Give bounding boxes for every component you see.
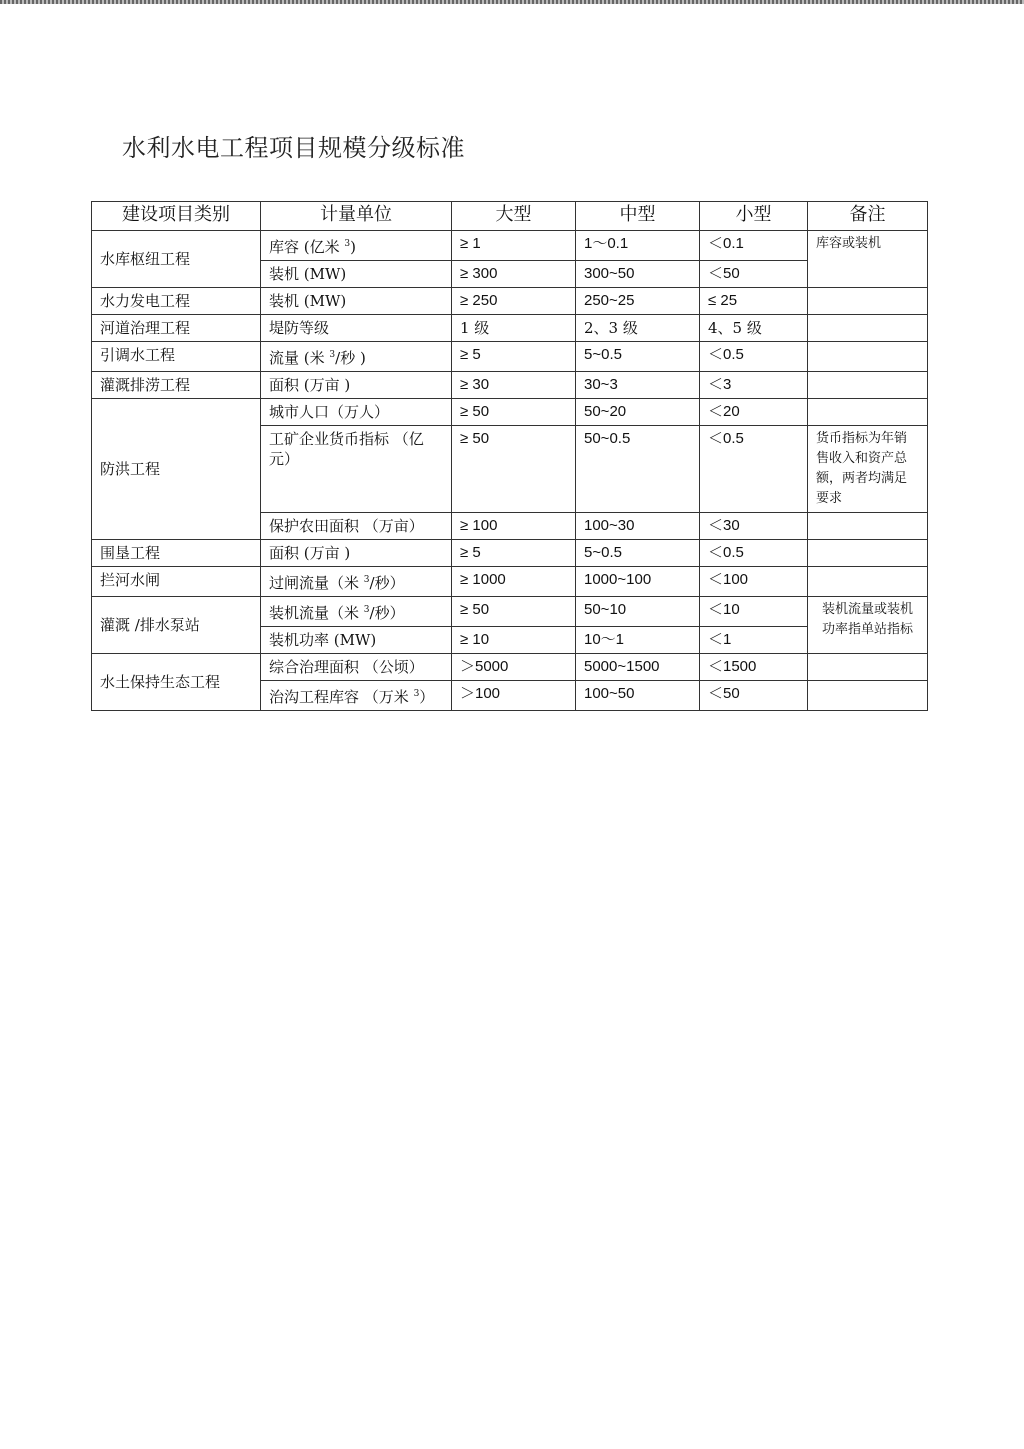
unit-cell: 装机 (MW) bbox=[261, 288, 452, 315]
large-cell: 1 级 bbox=[452, 315, 576, 342]
note-cell: 库容或装机 bbox=[808, 231, 928, 288]
small-cell: ≤ 25 bbox=[700, 288, 808, 315]
medium-cell: 5000~1500 bbox=[576, 654, 700, 681]
medium-cell: 300~50 bbox=[576, 261, 700, 288]
category-cell: 灌溉排涝工程 bbox=[92, 372, 261, 399]
large-cell: ≥ 50 bbox=[452, 399, 576, 426]
unit-cell: 工矿企业货币指标 （亿元） bbox=[261, 426, 452, 513]
unit-cell: 堤防等级 bbox=[261, 315, 452, 342]
top-rule bbox=[0, 0, 1024, 4]
category-cell: 拦河水闸 bbox=[92, 567, 261, 597]
unit-cell: 装机流量（米 $^3$/秒） bbox=[261, 597, 452, 627]
note-cell bbox=[808, 315, 928, 342]
category-cell: 灌溉 /排水泵站 bbox=[92, 597, 261, 654]
header-category: 建设项目类别 bbox=[92, 202, 261, 231]
medium-cell: 1000~100 bbox=[576, 567, 700, 597]
table-row bbox=[92, 372, 928, 399]
large-cell: ＞5000 bbox=[452, 654, 576, 681]
unit-cell: 城市人口（万人） bbox=[261, 399, 452, 426]
medium-cell: 5~0.5 bbox=[576, 342, 700, 372]
medium-cell: 100~30 bbox=[576, 513, 700, 540]
table-row bbox=[92, 654, 928, 681]
header-medium: 中型 bbox=[576, 202, 700, 231]
note-cell: 货币指标为年销售收入和资产总额，两者均满足要求 bbox=[808, 426, 928, 513]
note-cell bbox=[808, 372, 928, 399]
note-cell bbox=[808, 681, 928, 711]
medium-cell: 30~3 bbox=[576, 372, 700, 399]
header-small: 小型 bbox=[700, 202, 808, 231]
medium-cell: 50~20 bbox=[576, 399, 700, 426]
large-cell: ≥ 1000 bbox=[452, 567, 576, 597]
small-cell: ＜0.1 bbox=[700, 231, 808, 261]
table-row bbox=[92, 567, 928, 597]
unit-cell: 装机 (MW) bbox=[261, 261, 452, 288]
category-cell: 防洪工程 bbox=[92, 399, 261, 540]
category-cell: 围垦工程 bbox=[92, 540, 261, 567]
large-cell: ≥ 100 bbox=[452, 513, 576, 540]
large-cell: ≥ 30 bbox=[452, 372, 576, 399]
category-cell: 水库枢纽工程 bbox=[92, 231, 261, 288]
table-row bbox=[92, 231, 928, 261]
header-note: 备注 bbox=[808, 202, 928, 231]
large-cell: ≥ 300 bbox=[452, 261, 576, 288]
table-row bbox=[92, 540, 928, 567]
note-cell bbox=[808, 288, 928, 315]
table-row bbox=[92, 315, 928, 342]
large-cell: ≥ 50 bbox=[452, 426, 576, 513]
medium-cell: 50~0.5 bbox=[576, 426, 700, 513]
header-unit: 计量单位 bbox=[261, 202, 452, 231]
small-cell: 4、5 级 bbox=[700, 315, 808, 342]
large-cell: ≥ 5 bbox=[452, 342, 576, 372]
unit-cell: 保护农田面积 （万亩） bbox=[261, 513, 452, 540]
large-cell: ≥ 50 bbox=[452, 597, 576, 627]
note-cell bbox=[808, 654, 928, 681]
unit-cell: 过闸流量（米 $^3$/秒） bbox=[261, 567, 452, 597]
medium-cell: 5~0.5 bbox=[576, 540, 700, 567]
large-cell: ≥ 5 bbox=[452, 540, 576, 567]
small-cell: ＜0.5 bbox=[700, 426, 808, 513]
table-row bbox=[92, 342, 928, 372]
table-row bbox=[92, 597, 928, 627]
scale-classification-table bbox=[91, 201, 928, 711]
medium-cell: 100~50 bbox=[576, 681, 700, 711]
category-cell: 引调水工程 bbox=[92, 342, 261, 372]
category-cell: 水土保持生态工程 bbox=[92, 654, 261, 711]
large-cell: ≥ 10 bbox=[452, 627, 576, 654]
document-title: 水利水电工程项目规模分级标准 bbox=[122, 134, 465, 162]
medium-cell: 10～1 bbox=[576, 627, 700, 654]
header-large: 大型 bbox=[452, 202, 576, 231]
medium-cell: 2、3 级 bbox=[576, 315, 700, 342]
category-cell: 水力发电工程 bbox=[92, 288, 261, 315]
medium-cell: 50~10 bbox=[576, 597, 700, 627]
unit-cell: 治沟工程库容 （万米 $^3$） bbox=[261, 681, 452, 711]
unit-cell: 装机功率 (MW) bbox=[261, 627, 452, 654]
category-cell: 河道治理工程 bbox=[92, 315, 261, 342]
large-cell: ＞100 bbox=[452, 681, 576, 711]
header-row bbox=[92, 202, 928, 231]
unit-cell: 综合治理面积 （公顷） bbox=[261, 654, 452, 681]
small-cell: ＜0.5 bbox=[700, 540, 808, 567]
small-cell: ＜30 bbox=[700, 513, 808, 540]
small-cell: ＜0.5 bbox=[700, 342, 808, 372]
small-cell: ＜50 bbox=[700, 681, 808, 711]
small-cell: ＜3 bbox=[700, 372, 808, 399]
unit-cell: 库容 (亿米 $^3$) bbox=[261, 231, 452, 261]
small-cell: ＜10 bbox=[700, 597, 808, 627]
note-cell bbox=[808, 399, 928, 426]
note-cell bbox=[808, 567, 928, 597]
large-cell: ≥ 1 bbox=[452, 231, 576, 261]
unit-cell: 流量 (米 $^3$/秒 ) bbox=[261, 342, 452, 372]
note-cell: 装机流量或装机功率指单站指标 bbox=[808, 597, 928, 654]
small-cell: ＜1500 bbox=[700, 654, 808, 681]
medium-cell: 250~25 bbox=[576, 288, 700, 315]
unit-cell: 面积 (万亩 ) bbox=[261, 540, 452, 567]
table-row bbox=[92, 399, 928, 426]
unit-cell: 面积 (万亩 ) bbox=[261, 372, 452, 399]
note-cell bbox=[808, 513, 928, 540]
medium-cell: 1～0.1 bbox=[576, 231, 700, 261]
small-cell: ＜1 bbox=[700, 627, 808, 654]
large-cell: ≥ 250 bbox=[452, 288, 576, 315]
note-cell bbox=[808, 540, 928, 567]
small-cell: ＜100 bbox=[700, 567, 808, 597]
small-cell: ＜20 bbox=[700, 399, 808, 426]
note-cell bbox=[808, 342, 928, 372]
small-cell: ＜50 bbox=[700, 261, 808, 288]
table-row bbox=[92, 288, 928, 315]
